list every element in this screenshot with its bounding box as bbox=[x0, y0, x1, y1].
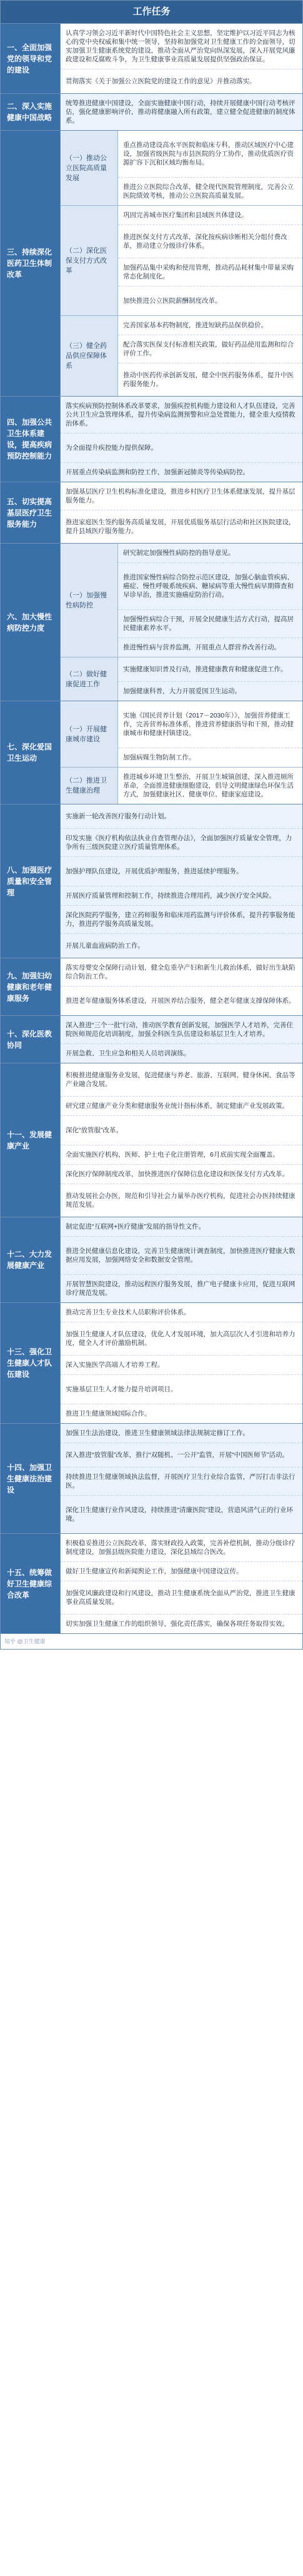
task-item: 加强党风廉政建设和行风建设，推动卫生健康系统全面从严治党，推进卫生健康事业高质量发展。 bbox=[61, 1581, 302, 1615]
task-item: 开展重点传染病监测和防控工作，加强新冠肺炎等传染病防控。 bbox=[66, 469, 249, 476]
task-item: 重点推动建设高水平医院和临床专科，推动区域医疗中心建设，加强省级医院与市县医院的分工协作，推动优质医疗资源扩容下沉和区域均衡布局。 bbox=[118, 131, 302, 178]
sub-section bbox=[61, 206, 302, 316]
section-label: 二、深入实施健康中国战略 bbox=[1, 94, 61, 130]
task-item: 深入推进“三个一批”行动，推动医学教育创新发展，加强医学人才培养，完善住院医师规范化培训制度，加强全科医生队伍建设和基层卫生人才培养。 bbox=[61, 1016, 302, 1044]
task-item: 研究制定加强慢性病防控的指导意见。 bbox=[118, 544, 302, 563]
section-body bbox=[61, 24, 302, 93]
task-item: 持续推进卫生健康领域执法监督，开展医疗卫生行业综合监管，严厉打击非法行医。 bbox=[61, 1468, 302, 1496]
sub-section bbox=[61, 768, 302, 804]
section-label: 十、深化医教协同 bbox=[1, 1016, 61, 1063]
sub-section bbox=[61, 701, 302, 768]
task-section bbox=[1, 131, 302, 397]
item-list bbox=[118, 544, 302, 657]
sub-section bbox=[61, 316, 302, 396]
item-list bbox=[118, 131, 302, 205]
item-list bbox=[118, 657, 302, 701]
item-list bbox=[118, 768, 302, 804]
task-item: 为全面提升疾控能力提供保障。 bbox=[61, 434, 302, 463]
section-label: 十二、大力发展健康产业 bbox=[1, 1217, 61, 1302]
item-list bbox=[61, 94, 302, 130]
task-section bbox=[1, 397, 302, 482]
section-label: 七、深化爱国卫生运动 bbox=[1, 701, 61, 804]
task-item: 推动发展社会办医，规范和引导社会力量举办医疗机构，促进社会办医持续健康规范发展。 bbox=[66, 1192, 296, 1209]
section-body bbox=[61, 1303, 302, 1423]
task-section bbox=[1, 1063, 302, 1217]
task-item: 实施新一轮改善医疗服务行动计划。 bbox=[61, 804, 302, 829]
task-item: 实施健康知识普及行动，推进健康教育和健康促进工作。 bbox=[118, 657, 302, 682]
sub-section-label: （三）健全药品供应保障体系 bbox=[61, 316, 118, 396]
sub-section-label: （二）做好健康促进工作 bbox=[61, 657, 118, 701]
section-label: 八、加强医疗质量和安全管理 bbox=[1, 804, 61, 958]
task-section bbox=[1, 1534, 302, 1634]
task-item: 加强健康科普，大力开展爱国卫生运动。 bbox=[123, 687, 241, 695]
task-section bbox=[1, 701, 302, 804]
task-item: 推进老年健康服务体系建设，开展医养结合服务，健全老年健康支撑保障体系。 bbox=[66, 997, 296, 1005]
task-section bbox=[1, 1424, 302, 1534]
task-table bbox=[1, 24, 302, 1634]
section-label: 六、加大慢性病防控力度 bbox=[1, 544, 61, 701]
task-item: 巩固完善城市医疗集团和县域医共体建设。 bbox=[118, 206, 302, 225]
item-list bbox=[61, 1534, 302, 1633]
task-item: 落实疾病预防控制体系改革要求，加强疾控机构能力建设和人才队伍建设，完善公共卫生应急管理体系，提升传染病监测预警和应急处置能力，健全重大疫情救治体系。 bbox=[61, 397, 302, 434]
task-item: 实施基层卫生人才能力提升培训项目。 bbox=[61, 1375, 302, 1404]
sub-section-label: （一）推动公立医院高质量发展 bbox=[61, 131, 118, 205]
task-item: 加快推进公立医院薪酬制度改革。 bbox=[123, 297, 222, 305]
section-label: 十三、强化卫生健康人才队伍建设 bbox=[1, 1303, 61, 1423]
task-item: 推动完善卫生专业技术人员职称评价体系。 bbox=[61, 1303, 302, 1322]
section-body bbox=[61, 1217, 302, 1302]
item-list bbox=[61, 1424, 302, 1533]
task-item: 推进慢性病与营养监测，开展重点人群营养改善行动。 bbox=[123, 644, 281, 651]
task-section bbox=[1, 482, 302, 544]
section-label: 三、持续深化医药卫生体制改革 bbox=[1, 131, 61, 396]
task-item: 推进国家慢性病综合防控示范区建设，加强心脑血管疾病、癌症、慢性呼吸系统疾病、糖尿病等重大慢性病早期筛查和早诊早治，推进实施癌症防治行动。 bbox=[118, 563, 302, 610]
sub-section-label: （一）开展健康城市建设 bbox=[61, 701, 118, 767]
item-list bbox=[61, 24, 302, 93]
section-body bbox=[61, 1534, 302, 1633]
task-item: 完善国家基本药物制度，推进短缺药品保供稳价。 bbox=[118, 316, 302, 335]
item-list bbox=[118, 701, 302, 767]
task-item: 开展智慧医院建设，推动远程医疗服务发展，推广电子健康卡应用，促进互联网诊疗规范发展。 bbox=[66, 1280, 296, 1297]
item-list bbox=[61, 958, 302, 1015]
item-list bbox=[61, 804, 302, 958]
task-item: 开展医疗质量管理和控制工作，持续推进合理用药，减少医疗安全风险。 bbox=[61, 886, 302, 906]
task-section bbox=[1, 1016, 302, 1063]
section-body bbox=[61, 1016, 302, 1063]
section-body bbox=[61, 1063, 302, 1217]
sub-section-label: （二）深化医保支付方式改革 bbox=[61, 206, 118, 315]
section-label: 九、加强妇幼健康和老年健康服务 bbox=[1, 958, 61, 1015]
task-item: 印发实施《医疗机构依法执业自查管理办法》，全面加强医疗质量安全管理，力争所有三级医院建立医疗质量管理体系。 bbox=[61, 829, 302, 857]
task-item: 推进卫生健康领域国际合作。 bbox=[66, 1410, 151, 1417]
task-item: 深化医疗保障制度改革，加快推进医疗保障信息化建设和医保支付方式改革。 bbox=[61, 1165, 302, 1184]
item-list bbox=[61, 1217, 302, 1302]
task-section bbox=[1, 1217, 302, 1303]
section-body bbox=[61, 804, 302, 958]
section-label: 四、加强公共卫生体系建设，提高疾病预防控制能力 bbox=[1, 397, 61, 482]
section-body bbox=[61, 544, 302, 701]
task-item: 加强卫生法治建设，推进卫生健康领域法律法规制定修订工作。 bbox=[61, 1424, 302, 1443]
section-body bbox=[61, 1424, 302, 1533]
task-item: 配合落实医保支付标准相关政策，做好药品使用监测和综合评价工作。 bbox=[118, 335, 302, 363]
sub-section-label: （一）加强慢性病防控 bbox=[61, 544, 118, 657]
item-list bbox=[61, 1016, 302, 1063]
item-list bbox=[61, 397, 302, 482]
item-list bbox=[118, 316, 302, 396]
section-label: 十四、加强卫生健康法治建设 bbox=[1, 1424, 61, 1533]
section-label: 十一、发展健康产业 bbox=[1, 1063, 61, 1217]
task-item: 开展急救、卫生应急和相关人员培训演练。 bbox=[66, 1050, 191, 1057]
section-label: 一、全面加强党的领导和党的建设 bbox=[1, 24, 61, 93]
task-item: 深入实施医学高端人才培养工程。 bbox=[61, 1356, 302, 1375]
task-item: 落实母婴安全保障行动计划，健全危重孕产妇和新生儿救治体系，做好出生缺陷综合防治工作。 bbox=[61, 958, 302, 986]
task-item: 做好卫生健康宣传和新闻舆论工作，加强健康中国建设宣传。 bbox=[61, 1562, 302, 1581]
task-item: 制定促进“互联网+医疗健康”发展的指导性文件。 bbox=[61, 1217, 302, 1237]
task-item: 深化卫生健康行业作风建设，持续推进“清廉医院”建设，营造风清气正的行业环境。 bbox=[66, 1506, 293, 1523]
task-section bbox=[1, 544, 302, 701]
item-list bbox=[118, 206, 302, 315]
sub-section-label: （二）推进卫生健康治理 bbox=[61, 768, 118, 804]
item-list bbox=[61, 482, 302, 543]
section-body bbox=[61, 958, 302, 1015]
task-item: 开展儿童血液病防治工作。 bbox=[66, 942, 144, 950]
task-item: 认真学习领会习近平新时代中国特色社会主义思想，坚定维护以习近平同志为核心的党中央权威和集中统一领导，坚持和加强党对卫生健康工作的全面领导，切实加强卫生健康系统党的建设，推动全面从严治党向纵深发展，深入开展党风廉政建设和反腐败斗争，为卫生健康事业高质量发展提供坚强政治保证。 bbox=[61, 24, 302, 69]
task-item: 研究建立健康产业分类和健康服务业统计指标体系，制定健康产业发展政策。 bbox=[61, 1097, 302, 1116]
task-item: 深化医院药学服务，建立药师服务和临床用药监测与评价体系，提升药事服务能力，推进药学服务高质量发展。 bbox=[61, 906, 302, 934]
task-item: 积极稳妥推进公立医院改革，落实财政投入政策，完善补偿机制，推动分级诊疗制度建设，加强县级医院能力建设，深化县域综合医改。 bbox=[61, 1534, 302, 1562]
task-item: 加强慢性病综合干预，开展全民健康生活方式行动，提高居民健康素养水平。 bbox=[118, 610, 302, 638]
task-section bbox=[1, 1303, 302, 1424]
task-item: 加强护理队伍建设，开展优质护理服务，推进延续护理服务。 bbox=[61, 857, 302, 886]
task-item: 全面实施医疗机构、医师、护士电子化注册管理，6月底前实现全面覆盖。 bbox=[61, 1145, 302, 1165]
section-body bbox=[61, 94, 302, 130]
section-label: 十五、统筹做好卫生健康综合改革 bbox=[1, 1534, 61, 1633]
task-item: 切实加强卫生健康工作的组织领导，强化责任落实，确保各项任务取得实效。 bbox=[66, 1620, 289, 1628]
task-item: 加强卫生健康人才队伍建设，优化人才发展环境，加大高层次人才引进和培养力度，健全人才评价激励机制。 bbox=[61, 1322, 302, 1356]
task-item: 实施《国民营养计划（2017－2030年）》，加强营养健康工作，完善营养标准体系，推进营养健康指导和干预，推动健康城市和健康村镇建设。 bbox=[118, 701, 302, 748]
item-list bbox=[61, 1303, 302, 1423]
task-item: 加强药品集中采购和使用管理，推动药品耗材集中带量采购常态化制度化。 bbox=[118, 258, 302, 287]
task-item: 统筹推进健康中国建设，全面实施健康中国行动，持续开展健康中国行动考核评估，强化健康影响评价，推动将健康融入所有政策，建立健全促进健康的制度体系。 bbox=[66, 99, 296, 124]
task-item: 深化“放管服”改革。 bbox=[61, 1116, 302, 1145]
task-item: 推进城乡环境卫生整治，开展卫生城镇创建，深入推进厕所革命，全面推进健康细胞建设，倡导文明健康绿色环保生活方式，加强健康社区、健康单位、健康家庭建设。 bbox=[123, 773, 294, 798]
sub-section bbox=[61, 544, 302, 657]
section-body bbox=[61, 131, 302, 396]
section-body bbox=[61, 397, 302, 482]
watermark: 知乎 @卫生健康 bbox=[4, 1638, 46, 1645]
task-item: 推进全民健康信息化建设，完善卫生健康统计调查制度，加快推进医疗健康大数据应用发展，加强网络安全和数据安全管理。 bbox=[61, 1237, 302, 1275]
task-section bbox=[1, 804, 302, 958]
task-section bbox=[1, 94, 302, 131]
task-item: 积极推进健康服务业发展，促进健康与养老、旅游、互联网、健身休闲、食品等产业融合发展。 bbox=[61, 1063, 302, 1097]
task-item: 加强病媒生物防制工作。 bbox=[123, 754, 196, 761]
task-item: 推动中医药传承创新发展，健全中医药服务体系，提升中医药服务能力。 bbox=[123, 372, 294, 388]
section-body bbox=[61, 482, 302, 543]
task-item: 推进家庭医生签约服务高质量发展，开展优质服务基层行活动和社区医院建设，提升县域医疗服务能力。 bbox=[66, 519, 296, 535]
page-title: 工作任务 bbox=[1, 1, 302, 24]
item-list bbox=[61, 1063, 302, 1217]
section-label: 五、切实提高基层医疗卫生服务能力 bbox=[1, 482, 61, 543]
task-item: 贯彻落实《关于加强公立医院党的建设工作的意见》并推动落实。 bbox=[66, 78, 256, 85]
task-item: 推进医保支付方式改革，深化按疾病诊断相关分组付费改革，推动建立分级诊疗体系。 bbox=[118, 225, 302, 258]
task-item: 加强基层医疗卫生机构标准化建设，推进乡村医疗卫生体系健康发展，提升基层服务能力。 bbox=[61, 482, 302, 510]
task-section bbox=[1, 958, 302, 1016]
sub-section bbox=[61, 657, 302, 701]
section-body bbox=[61, 701, 302, 804]
task-section bbox=[1, 24, 302, 94]
task-item: 推进公立医院综合改革，健全现代医院管理制度，完善公立医院绩效考核，推动公立医院高质量发展。 bbox=[123, 183, 294, 200]
sub-section bbox=[61, 131, 302, 206]
task-item: 深入推进“放管服”改革，推行“双随机、一公开”监管，开展“中国医师节”活动。 bbox=[61, 1443, 302, 1468]
